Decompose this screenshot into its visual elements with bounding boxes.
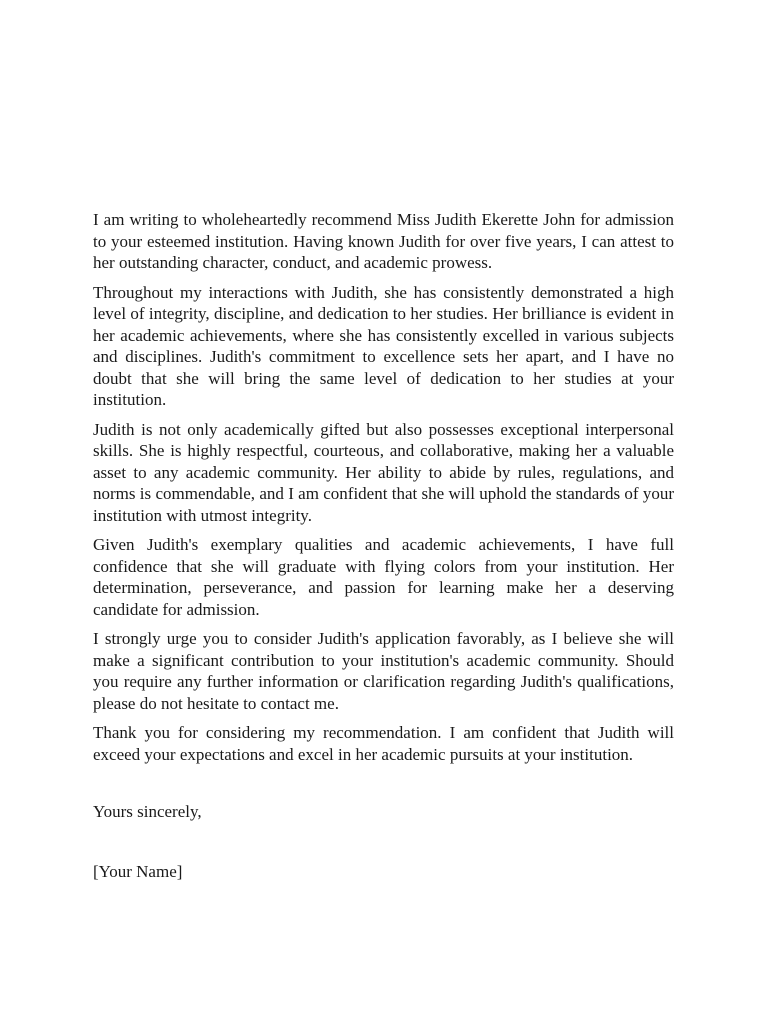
paragraph-interpersonal: Judith is not only academically gifted but also possesses exceptional interpersonal skills. She is highly respectful, courteous, and collaborative, making her a valuable asset to any academic community. Her ability to abide by rules, regulations, and norms is commendable, and I am confident that she will uphold the standards of your institution with utmost integrity.: [93, 419, 674, 525]
paragraph-character: Throughout my interactions with Judith, she has consistently demonstrated a high level of integrity, discipline, and dedication to her studies. Her brilliance is evident in her academic achievements, where she has consistently excelled in various subjects and disciplines. Judith's commitment to excellence sets her apart, and I have no doubt that she will bring the same level of dedication to her studies at your institution.: [93, 282, 674, 409]
paragraph-confidence: Given Judith's exemplary qualities and academic achievements, I have full confidence that she will graduate with flying colors from your institution. Her determination, perseverance, and passion for learning make her a deserving candidate for admission.: [93, 535, 674, 619]
paragraph-intro: I am writing to wholeheartedly recommend Miss Judith Ekerette John for admission to your esteemed institution. Having known Judith for over five years, I can attest to her outstanding character, conduct, and academic prowess.: [93, 210, 674, 272]
letter-body: [93, 209, 674, 773]
paragraph-thanks: Thank you for considering my recommendation. I am confident that Judith will exceed your expectations and excel in her academic pursuits at your institution.: [93, 723, 674, 764]
paragraph-urge: I strongly urge you to consider Judith's application favorably, as I believe she will make a significant contribution to your institution's academic community. Should you require any further information or clarification regarding Judith's qualifications, please do not hesitate to contact me.: [93, 629, 674, 713]
closing-salutation: Yours sincerely,: [93, 802, 202, 821]
signature-placeholder: [Your Name]: [93, 862, 183, 881]
